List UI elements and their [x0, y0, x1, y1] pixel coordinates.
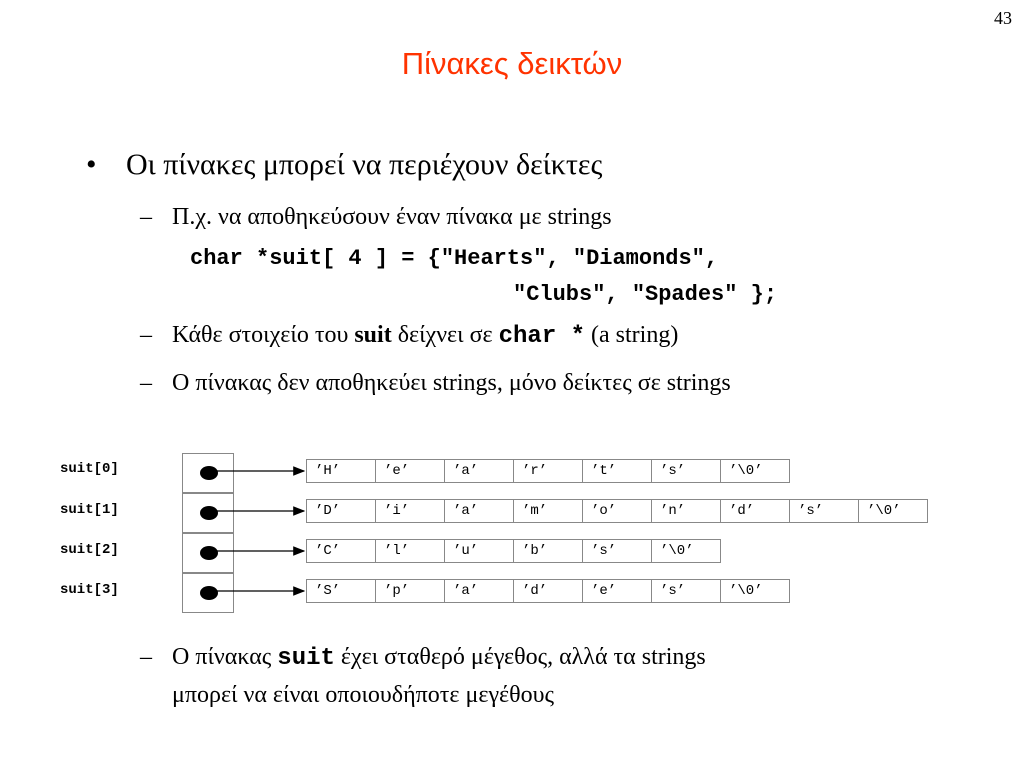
char-cell: ’a’	[444, 579, 514, 603]
string-diamonds	[306, 499, 928, 523]
char-cell: ’p’	[375, 579, 445, 603]
char-cell: ’d’	[720, 499, 790, 523]
char-cell: ’d’	[513, 579, 583, 603]
char-cell: ’\0’	[858, 499, 928, 523]
char-cell: ’b’	[513, 539, 583, 563]
char-cell: ’\0’	[720, 579, 790, 603]
dash-marker: –	[140, 644, 152, 670]
char-cell: ’C’	[306, 539, 376, 563]
suit-code: suit	[277, 645, 335, 672]
char-cell: ’s’	[651, 459, 721, 483]
slide-number: 43	[994, 8, 1012, 28]
sub-bullet-element-text: Κάθε στοιχείο του suit δείχνει σε char * (a string)	[172, 322, 679, 350]
char-cell: ’H’	[306, 459, 376, 483]
row-label-suit-3: suit[3]	[60, 582, 119, 598]
sub-bullet-storage-text: Ο πίνακας δεν αποθηκεύει strings, μόνο δείκτες σε strings	[172, 370, 731, 396]
dash-marker: –	[140, 322, 152, 348]
char-cell: ’u’	[444, 539, 514, 563]
char-pointer-code: char *	[498, 323, 586, 350]
sub-bullet-example-text: Π.χ. να αποθηκεύσουν έναν πίνακα με strings	[172, 204, 612, 230]
char-cell: ’o’	[582, 499, 652, 523]
sub-bullet-size-text: Ο πίνακας suit έχει σταθερό μέγεθος, αλλά τα strings	[172, 644, 706, 672]
char-cell: ’S’	[306, 579, 376, 603]
char-cell: ’a’	[444, 459, 514, 483]
char-cell: ’\0’	[720, 459, 790, 483]
dash-marker: –	[140, 370, 152, 396]
char-cell: ’D’	[306, 499, 376, 523]
string-spades	[306, 579, 790, 603]
string-clubs	[306, 539, 721, 563]
char-cell: ’e’	[582, 579, 652, 603]
char-cell: ’i’	[375, 499, 445, 523]
string-hearts	[306, 459, 790, 483]
char-cell: ’\0’	[651, 539, 721, 563]
bullet-marker: •	[86, 148, 97, 181]
char-cell: ’s’	[651, 579, 721, 603]
main-bullet-text: Οι πίνακες μπορεί να περιέχουν δείκτες	[126, 148, 603, 181]
page-title: Πίνακες δεικτών	[401, 46, 623, 81]
row-label-suit-1: suit[1]	[60, 502, 119, 518]
sub-bullet-size-line2: μπορεί να είναι οποιουδήποτε μεγέθους	[172, 682, 555, 708]
char-cell: ’e’	[375, 459, 445, 483]
char-cell: ’s’	[582, 539, 652, 563]
char-cell: ’s’	[789, 499, 859, 523]
char-cell: ’m’	[513, 499, 583, 523]
suit-bold: suit	[354, 322, 392, 348]
dash-marker: –	[140, 204, 152, 230]
char-cell: ’a’	[444, 499, 514, 523]
char-cell: ’l’	[375, 539, 445, 563]
char-cell: ’r’	[513, 459, 583, 483]
char-cell: ’n’	[651, 499, 721, 523]
row-label-suit-0: suit[0]	[60, 461, 119, 477]
row-label-suit-2: suit[2]	[60, 542, 119, 558]
code-line-2: "Clubs", "Spades" };	[513, 282, 778, 307]
code-line-1: char *suit[ 4 ] = {"Hearts", "Diamonds",	[190, 246, 719, 271]
char-cell: ’t’	[582, 459, 652, 483]
